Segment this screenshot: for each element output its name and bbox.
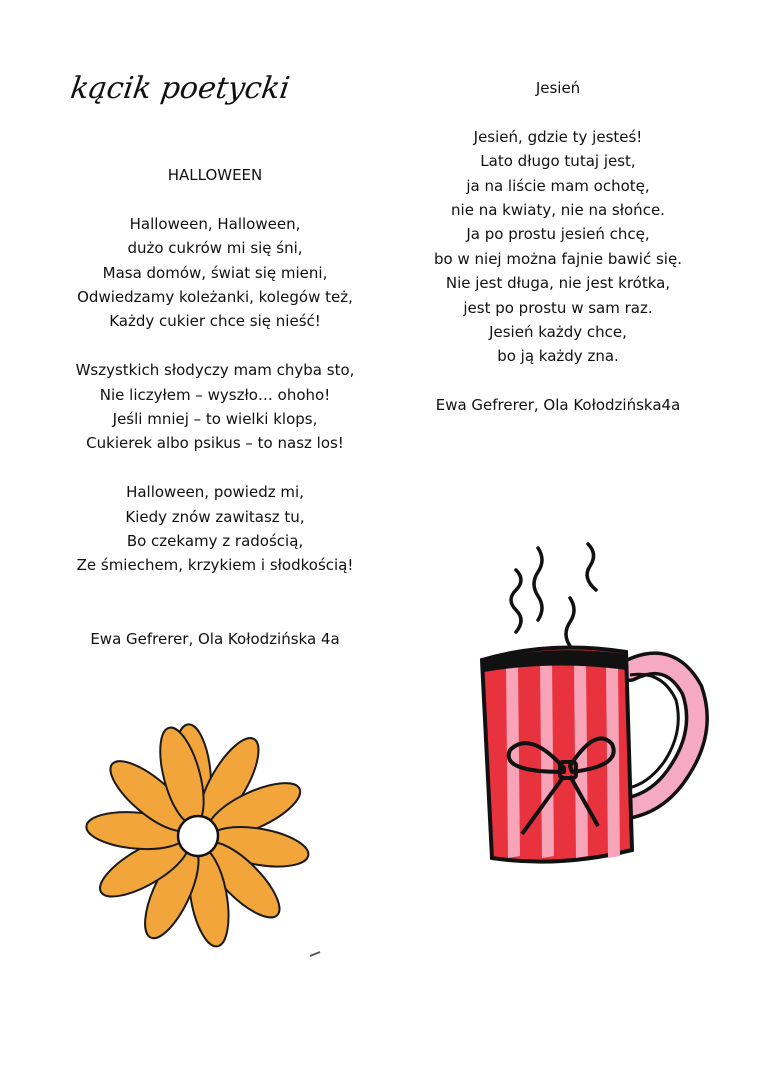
poem-line: Halloween, Halloween,	[129, 214, 301, 233]
halloween-poem	[50, 163, 380, 651]
poem-line: Kiedy znów zawitasz tu,	[125, 507, 305, 526]
flower-center	[178, 816, 218, 856]
poem-line: ja na liście mam ochotę,	[466, 176, 650, 195]
kacik-poetycki-logo	[68, 66, 292, 116]
poem-authors: Ewa Gefrerer, Ola Kołodzińska 4a	[90, 629, 340, 648]
mug-icon	[470, 540, 710, 870]
poem-line: bo w niej można fajnie bawić się.	[434, 249, 682, 268]
poem-line: Wszystkich słodyczy mam chyba sto,	[75, 361, 355, 380]
poem-line: Lato długo tutaj jest,	[480, 152, 636, 171]
poem-line: Bo czekamy z radością,	[126, 532, 304, 551]
poem-line: Każdy cukier chce się nieść!	[109, 312, 321, 331]
mug-handle	[628, 663, 697, 808]
poem-line: Jesień każdy chce,	[489, 323, 627, 342]
poem-title: HALLOWEEN	[167, 166, 263, 184]
poem-line: Jeśli mniej – to wielki klops,	[112, 410, 318, 429]
poem-line: Ze śmiechem, krzykiem i słodkością!	[76, 556, 354, 575]
jesien-poem	[398, 76, 718, 418]
mug-stripe	[540, 662, 554, 858]
poem-line: Odwiedzamy koleżanki, kolegów też,	[77, 288, 353, 307]
poem-line: bo ją każdy zna.	[497, 347, 619, 366]
steam-lines	[511, 544, 596, 646]
flower-icon	[70, 708, 320, 970]
poem-title: Jesień	[535, 79, 581, 97]
poem-line: jest po prostu w sam raz.	[463, 298, 653, 317]
stray-mark	[310, 952, 320, 956]
poem-line: Cukierek albo psikus – to nasz los!	[86, 434, 344, 453]
poem-line: dużo cukrów mi się śni,	[127, 239, 303, 258]
poem-line: Nie jest długa, nie jest krótka,	[445, 274, 671, 293]
poem-line: Jesień, gdzie ty jesteś!	[473, 127, 643, 146]
poem-line: Masa domów, świat się mieni,	[102, 263, 328, 282]
poem-line: Ja po prostu jesień chcę,	[466, 225, 650, 244]
poem-line: nie na kwiaty, nie na słońce.	[451, 201, 665, 220]
poem-line: Halloween, powiedz mi,	[126, 483, 304, 502]
poem-line: Nie liczyłem – wyszło… ohoho!	[99, 385, 331, 404]
poem-authors: Ewa Gefrerer, Ola Kołodzińska4a	[435, 396, 681, 415]
svg-text:kącik poetycki: kącik poetycki	[68, 71, 292, 106]
